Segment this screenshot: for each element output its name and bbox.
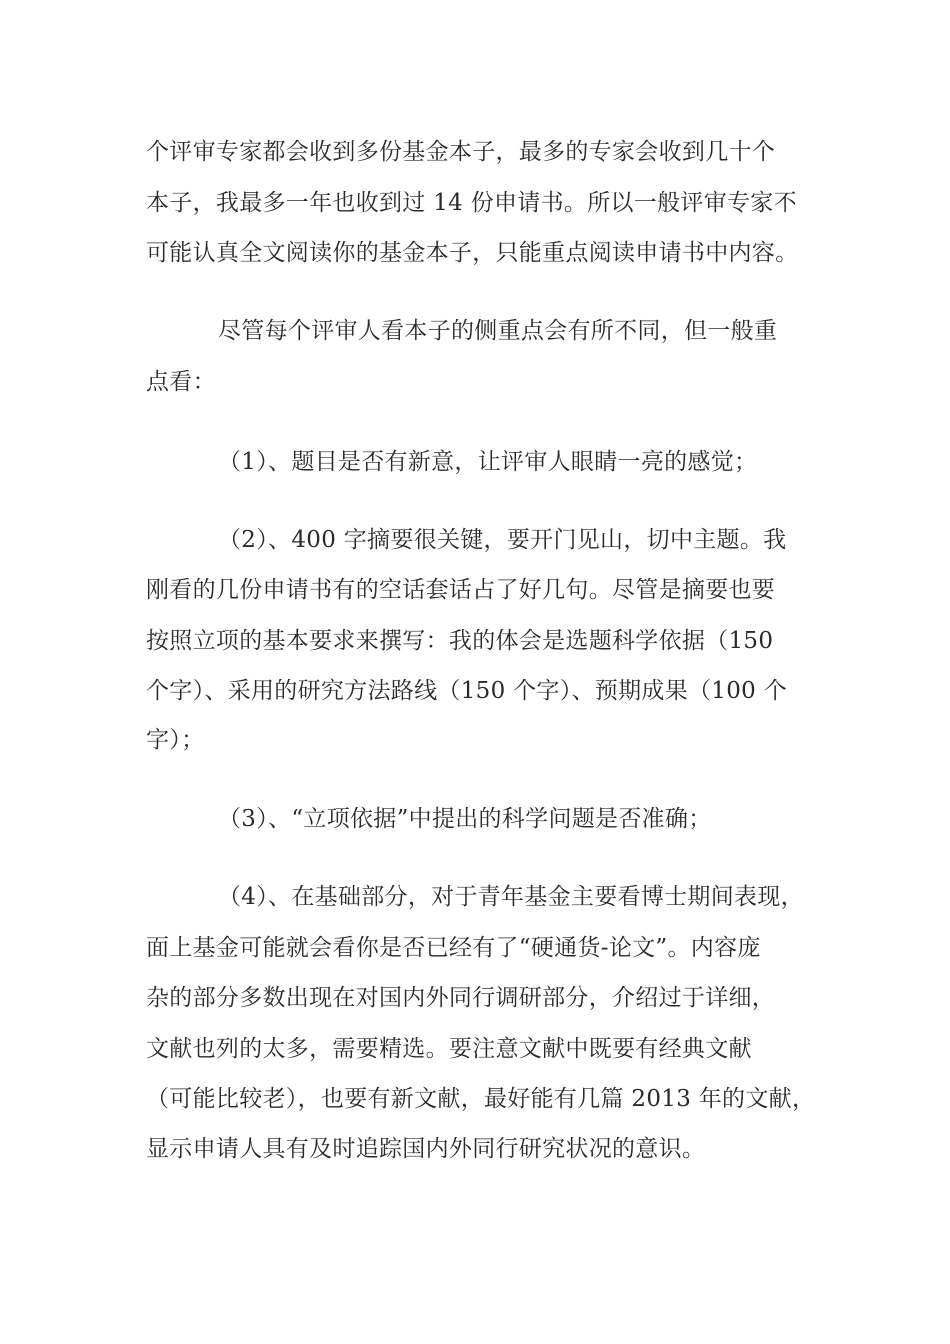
text-line: 个评审专家都会收到多份基金本子，最多的专家会收到几十个 [146,139,776,165]
text-line: （3）、“立项依据”中提出的科学问题是否准确； [218,806,712,832]
text-line: 可能认真全文阅读你的基金本子，只能重点阅读申请书中内容。 [146,240,799,266]
text-line: 尽管每个评审人看本子的侧重点会有所不同，但一般重 [218,318,778,344]
text-line: 字）； [146,727,205,753]
text-line: 点看： [146,369,216,395]
text-line: （1）、题目是否有新意，让评审人眼睛一亮的感觉； [218,449,758,475]
text-line: 显示申请人具有及时追踪国内外同行研究状况的意识。 [146,1136,706,1162]
text-line: 个字）、采用的研究方法路线（150 个字）、预期成果（100 个 [146,678,788,704]
text-line: （2）、400 字摘要很关键，要开门见山，切中主题。我 [218,527,787,553]
text-line: （可能比较老），也要有新文献，最好能有几篇 2013 年的文献， [146,1086,816,1112]
text-line: 面上基金可能就会看你是否已经有了“硬通货-论文”。内容庞 [146,935,761,961]
text-line: 本子，我最多一年也收到过 14 份申请书。所以一般评审专家不 [146,190,797,216]
text-line: 文献也列的太多，需要精选。要注意文献中既要有经典文献 [146,1036,752,1062]
text-line: 按照立项的基本要求来撰写：我的体会是选题科学依据（150 [146,628,774,654]
text-line: （4）、在基础部分，对于青年基金主要看博士期间表现， [218,884,804,910]
text-line: 杂的部分多数出现在对国内外同行调研部分，介绍过于详细， [146,985,776,1011]
text-line: 刚看的几份申请书有的空话套话占了好几句。尽管是摘要也要 [146,577,776,603]
